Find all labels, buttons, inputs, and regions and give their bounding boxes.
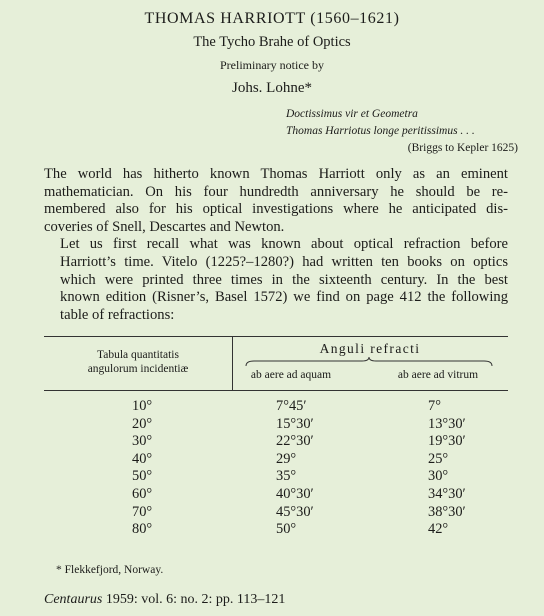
incidence-cell: 30°: [132, 433, 153, 450]
incidence-cell: 40°: [132, 450, 153, 467]
aqua-cell: 40°30′: [276, 485, 314, 502]
paragraph-line: mathematician. On his four hundredth anniversary he should be re-: [44, 183, 508, 200]
epigraph-line-2: Thomas Harriotus longe peritissimus . . .: [286, 125, 475, 137]
table-row: [44, 416, 508, 434]
incidence-cell: 60°: [132, 485, 153, 502]
footnote: * Flekkefjord, Norway.: [56, 564, 164, 576]
table-row: [44, 398, 508, 416]
paragraph-line: Harriott’s time. Vitelo (1225?–1280?) had written ten books on optics: [60, 253, 508, 270]
author-name: Johs. Lohne*: [232, 80, 312, 96]
vitro-cell: 30°: [428, 468, 449, 485]
vitro-cell: 34°30′: [428, 485, 466, 502]
vitro-cell: 7°: [428, 398, 441, 414]
table-top-rule: [44, 336, 508, 337]
table-header-rule: [44, 390, 508, 391]
incidence-cell: 80°: [132, 521, 153, 538]
incidence-header-line-2: angulorum incidentiæ: [87, 363, 189, 375]
article-body: [44, 166, 508, 324]
incidence-cell: 50°: [132, 468, 153, 485]
aqua-cell: 22°30′: [276, 433, 314, 450]
vitro-cell: 19°30′: [428, 433, 466, 450]
citation: [44, 592, 285, 608]
table-rows: [44, 398, 508, 539]
paragraph-line: known edition (Risner’s, Basel 1572) we find on page 412 the following: [60, 289, 508, 306]
citation-details: 1959: vol. 6: no. 2: pp. 113–121: [102, 592, 286, 607]
aqua-cell: 35°: [276, 468, 297, 485]
refraction-table: [44, 336, 508, 552]
epigraph-source: (Briggs to Kepler 1625): [407, 142, 518, 154]
aqua-cell: 45°30′: [276, 503, 314, 520]
article-title: THOMAS HARRIOTT (1560–1621): [144, 10, 400, 27]
paragraph-line: coveries of Snell, Descartes and Newton.: [44, 218, 285, 235]
table-row: [44, 486, 508, 504]
aqua-cell: 29°: [276, 450, 297, 467]
table-row: [44, 521, 508, 539]
incidence-cell: 70°: [132, 503, 153, 520]
header-brace: [244, 357, 494, 367]
citation-journal: Centaurus: [44, 592, 103, 607]
table-row: [44, 433, 508, 451]
incidence-header-line-1: Tabula quantitatis: [97, 349, 179, 361]
vitro-cell: 13°30′: [428, 415, 466, 432]
paragraph-line: which were printed three times in the sixteenth century. In the best: [60, 271, 508, 288]
article-subtitle: The Tycho Brahe of Optics: [193, 34, 351, 50]
incidence-header: [44, 348, 232, 376]
column-header-vitro: ab aere ad vitrum: [397, 369, 479, 381]
aqua-cell: 15°30′: [276, 415, 314, 432]
paragraph-1: [44, 166, 508, 236]
incidence-cell: 10°: [132, 398, 153, 414]
aqua-cell: 7°45′: [276, 398, 307, 414]
epigraph: [286, 106, 536, 157]
paragraph-line: membered also for his optical investigations where he anticipated dis-: [44, 201, 508, 218]
vitro-cell: 25°: [428, 450, 449, 467]
paragraph-line: table of refractions:: [60, 306, 175, 323]
table-row: [44, 468, 508, 486]
paragraph-line: Let us first recall what was known about optical refraction before: [60, 236, 508, 253]
incidence-cell: 20°: [132, 415, 153, 432]
paragraph-line: The world has hitherto known Thomas Harriott only as an eminent: [44, 166, 508, 182]
table-row: [44, 504, 508, 522]
notice-label: Preliminary notice by: [220, 58, 324, 72]
paragraph-2: [44, 236, 508, 324]
column-header-aqua: ab aere ad aquam: [250, 369, 332, 381]
table-row: [44, 451, 508, 469]
epigraph-line-1: Doctissimus vir et Geometra: [286, 108, 418, 120]
vitro-cell: 38°30′: [428, 503, 466, 520]
refracted-header: Anguli refracti: [319, 341, 421, 356]
aqua-cell: 50°: [276, 521, 297, 538]
vitro-cell: 42°: [428, 521, 449, 538]
